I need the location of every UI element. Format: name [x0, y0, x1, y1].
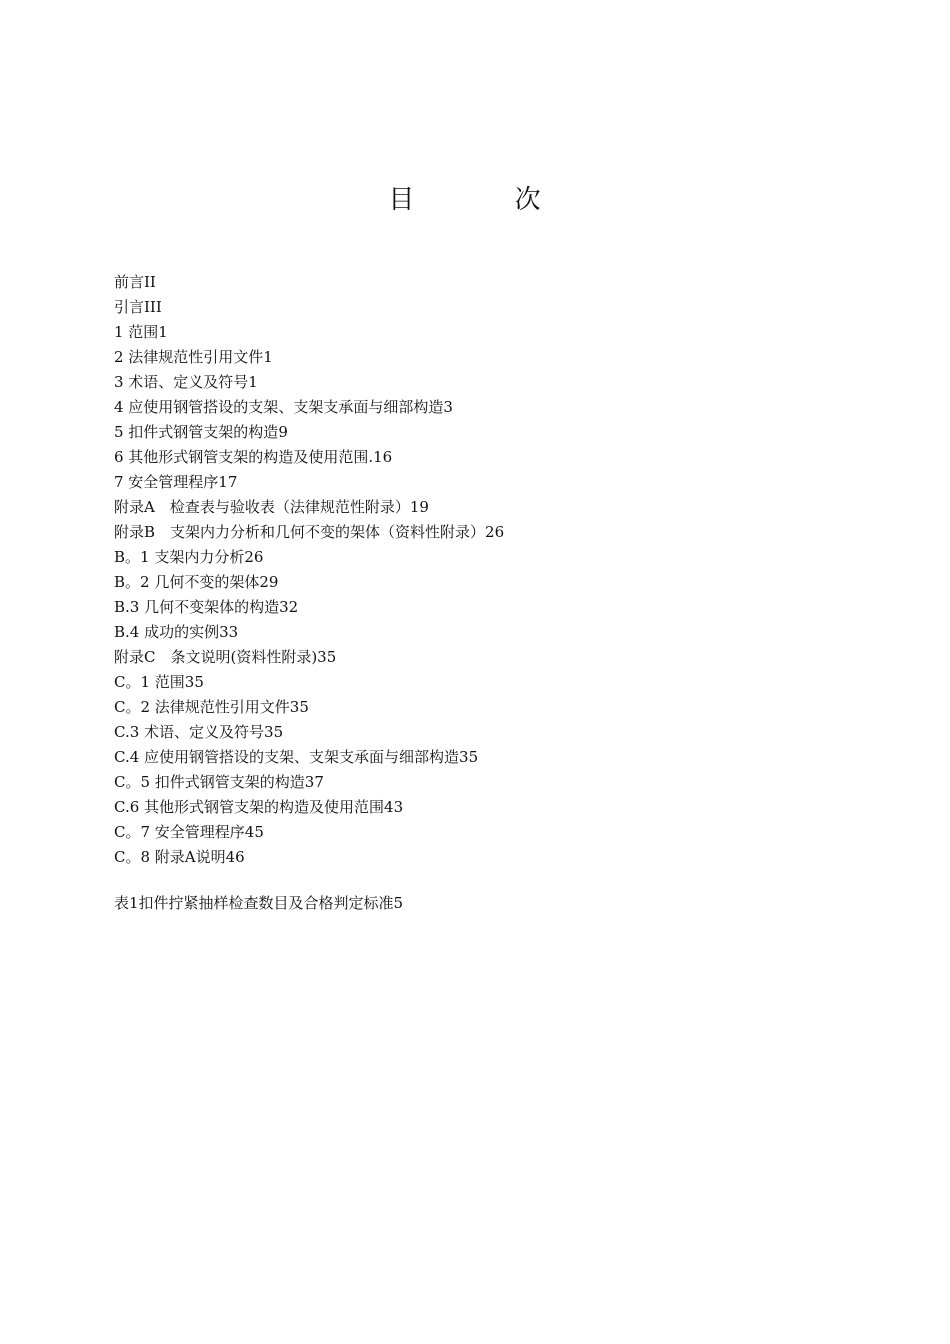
toc-entry-introduction[interactable]: 引言III: [114, 298, 162, 316]
toc-entry-preface[interactable]: 前言II: [114, 273, 156, 291]
toc-entry-steel-pipe-support[interactable]: 4 应使用钢管搭设的支架、支架支承面与细部构造3: [114, 398, 453, 416]
toc-entry-terms-definitions[interactable]: 3 术语、定义及符号1: [114, 373, 258, 391]
toc-entry-appendix-b[interactable]: 附录B 支架内力分析和几何不变的架体（资料性附录）26: [114, 523, 505, 541]
toc-entry-b4[interactable]: B.4 成功的实例33: [114, 623, 239, 641]
toc-entry-normative-references[interactable]: 2 法律规范性引用文件1: [114, 348, 273, 366]
toc-entry-other-support-types[interactable]: 6 其他形式钢管支架的构造及使用范围.16: [114, 448, 393, 466]
toc-entry-appendix-a[interactable]: 附录A 检查表与验收表（法律规范性附录）19: [114, 498, 429, 516]
toc-entry-appendix-c[interactable]: 附录C 条文说明(资料性附录)35: [114, 648, 337, 666]
toc-entry-c6[interactable]: C.6 其他形式钢管支架的构造及使用范围43: [114, 798, 404, 816]
toc-entry-c8[interactable]: C。8 附录A说明46: [114, 848, 245, 866]
list-of-tables: [114, 891, 403, 916]
toc-entry-c3[interactable]: C.3 术语、定义及符号35: [114, 723, 284, 741]
toc-entry-c1[interactable]: C。1 范围35: [114, 673, 204, 691]
toc-entry-b3[interactable]: B.3 几何不变架体的构造32: [114, 598, 299, 616]
toc-entry-c7[interactable]: C。7 安全管理程序45: [114, 823, 264, 841]
table-of-contents: [114, 270, 504, 870]
toc-entry-coupler-support-construction[interactable]: 5 扣件式钢管支架的构造9: [114, 423, 288, 441]
toc-entry-c4[interactable]: C.4 应使用钢管搭设的支架、支架支承面与细部构造35: [114, 748, 479, 766]
toc-entry-safety-procedures[interactable]: 7 安全管理程序17: [114, 473, 238, 491]
toc-entry-c5[interactable]: C。5 扣件式钢管支架的构造37: [114, 773, 324, 791]
toc-entry-b1[interactable]: B。1 支架内力分析26: [114, 548, 264, 566]
toc-entry-b2[interactable]: B。2 几何不变的架体29: [114, 573, 279, 591]
table-entry-coupler-inspection[interactable]: 表1扣件拧紧抽样检查数目及合格判定标准5: [114, 894, 404, 912]
toc-entry-scope[interactable]: 1 范围1: [114, 323, 168, 341]
page-title: 目 次: [388, 185, 587, 215]
toc-entry-c2[interactable]: C。2 法律规范性引用文件35: [114, 698, 309, 716]
